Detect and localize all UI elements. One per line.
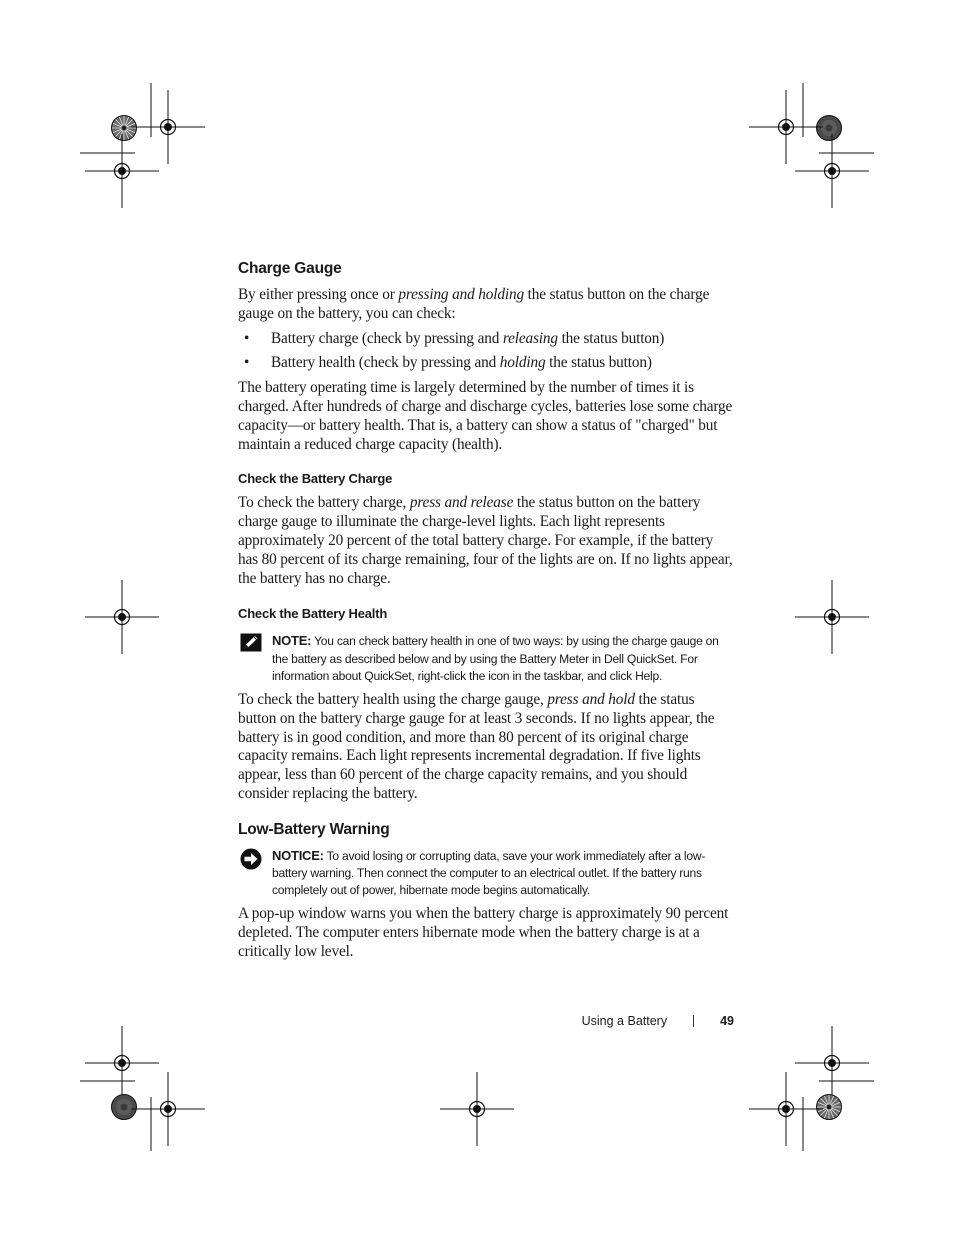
text-run: the status button) (545, 354, 652, 372)
charge-gauge-intro (238, 286, 736, 324)
text-run: the status button on the battery charge gauge for at least 3 seconds. If no lights appear, the battery is in good condition, and more than 80 percent of its original charge capacity remains. Each light represents incremental degradation. If five lights appear, less than 60 percent of the charge capacity remains, and you should consider replacing the battery. (238, 690, 715, 802)
registration-mark-icon (85, 134, 159, 208)
text-run: To avoid losing or corrupting data, save your work immediately after a low-battery warning. Then connect the computer to an electrical outlet. If the battery runs completely out of power, hibernate mode begins automatically. (272, 848, 706, 898)
pencil-note-icon (240, 633, 262, 657)
check-charge-paragraph (238, 494, 736, 588)
registration-star-icon (817, 1095, 842, 1120)
text-run: By either pressing once or (238, 286, 399, 303)
registration-mark-icon (795, 580, 869, 654)
registration-disc-icon (112, 1095, 137, 1120)
registration-disc-icon (817, 116, 842, 141)
emphasis-text: holding (499, 354, 546, 372)
text-run: To check the battery health using the charge gauge, (238, 690, 548, 708)
list-item (238, 354, 736, 373)
footer-separator (693, 1015, 694, 1027)
page-number: 49 (720, 1014, 734, 1028)
text-run: . (658, 668, 663, 683)
registration-mark-icon (749, 90, 823, 164)
text-run: the status button) (557, 329, 665, 347)
check-list (238, 330, 736, 374)
notice-text (272, 847, 736, 900)
list-item (238, 330, 736, 349)
registration-mark-icon (795, 1026, 869, 1100)
help-label: Help (635, 668, 659, 683)
registration-mark-icon (85, 1026, 159, 1100)
text-run: Battery health (check by pressing and (271, 354, 500, 372)
heading-charge-gauge: Charge Gauge (238, 260, 342, 277)
text-run: You can check battery health in one of two ways: by using the charge gauge on the battery as described below and by using the Battery Meter in Dell QuickSet. For information about QuickSet, right-click the icon in the taskbar, and click (272, 634, 719, 683)
heading-check-battery-charge: Check the Battery Charge (238, 471, 393, 487)
text-run: the status button on the battery charge gauge to illuminate the charge-level lights. Each light represents approximately 20 percent of the total battery charge. For example, if the battery has 80 percent of its charge remaining, four of the lights are on. If no lights appear, the battery has no charge. (238, 494, 733, 587)
heading-low-battery-warning: Low-Battery Warning (238, 820, 390, 838)
emphasis-text: releasing (502, 329, 558, 347)
note-label: NOTE: (272, 633, 312, 649)
registration-star-icon (112, 116, 137, 141)
emphasis-text: pressing and holding (398, 286, 524, 303)
page-content (238, 258, 736, 962)
note-callout (238, 632, 736, 685)
registration-mark-icon (440, 1072, 514, 1146)
page-footer (582, 1014, 734, 1028)
note-text (272, 632, 736, 685)
emphasis-text: press and hold (547, 690, 635, 708)
text-run: the status button on the charge gauge on the battery, you can check: (238, 286, 710, 322)
text-run: Battery charge (check by pressing and (271, 329, 503, 347)
text-run: To check the battery charge, (238, 494, 410, 512)
low-battery-paragraph: A pop-up window warns you when the battery charge is approximately 90 percent depleted. The computer enters hibernate mode when the battery charge is at a critically low level. (238, 905, 729, 960)
registration-mark-icon (85, 580, 159, 654)
check-health-paragraph (238, 691, 736, 804)
notice-callout (238, 847, 736, 900)
heading-check-battery-health: Check the Battery Health (238, 606, 388, 622)
notice-label: NOTICE: (272, 847, 324, 863)
registration-mark-icon (131, 1072, 205, 1146)
arrow-notice-icon (240, 848, 262, 875)
battery-operating-time-paragraph: The battery operating time is largely determined by the number of times it is charged. After hundreds of charge and discharge cycles, batteries lose some charge capacity—or battery health. That is, a battery can show a status of "charged" but maintain a reduced charge capacity (health). (238, 379, 733, 453)
emphasis-text: press and release (409, 494, 514, 512)
registration-mark-icon (131, 90, 205, 164)
registration-mark-icon (795, 134, 869, 208)
footer-section-title: Using a Battery (581, 1014, 668, 1028)
registration-mark-icon (749, 1072, 823, 1146)
